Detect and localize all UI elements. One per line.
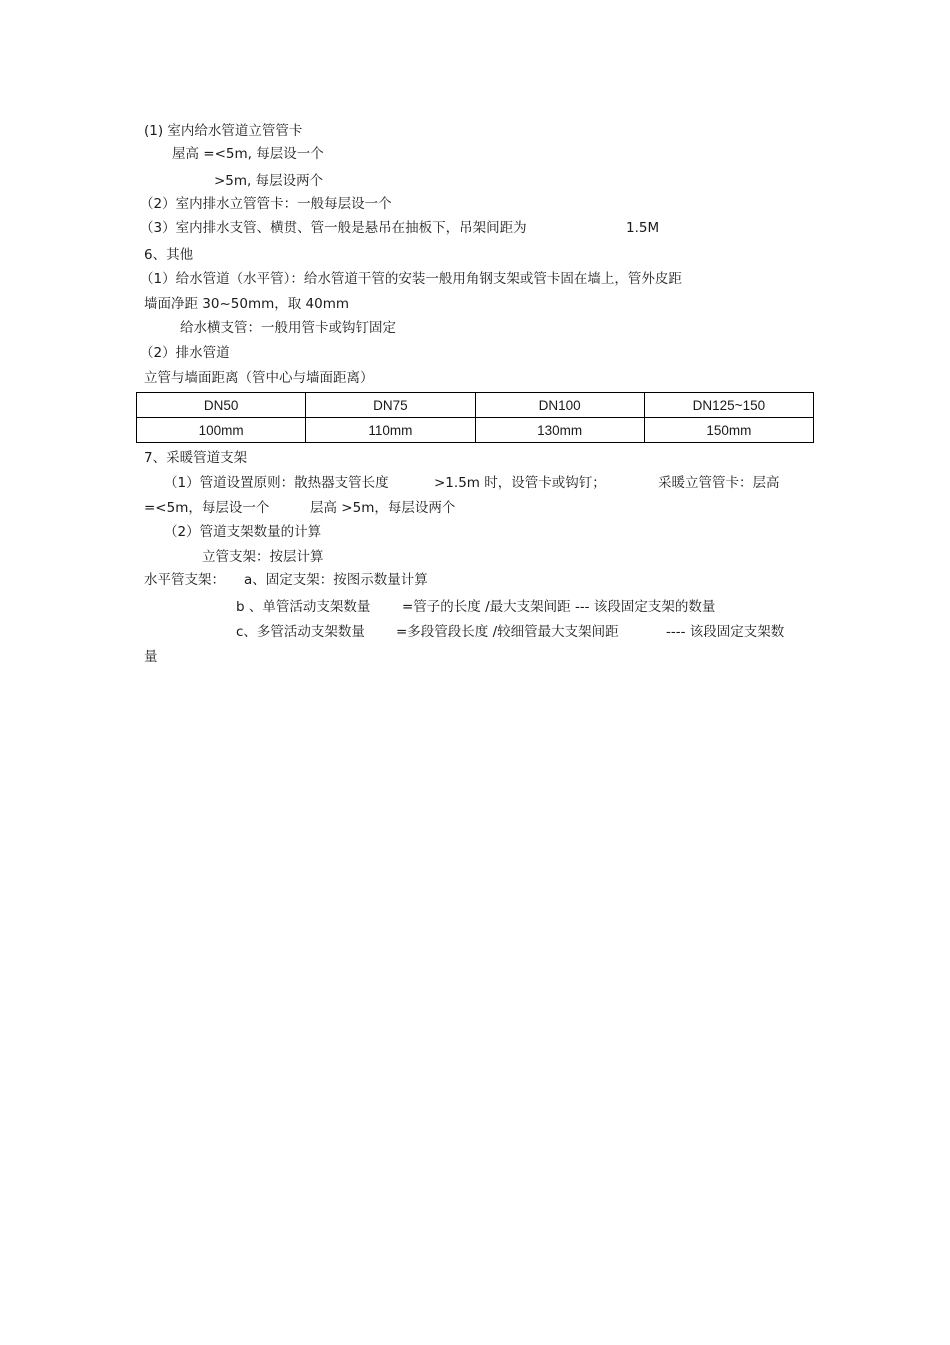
- text-line: =管子的长度 /最大支架间距 --- 该段固定支架的数量: [402, 599, 716, 615]
- text-line: （1）管道设置原则：散热器支管长度: [164, 475, 389, 491]
- text-line: ---- 该段固定支架数: [666, 624, 785, 640]
- table-row: [137, 418, 814, 443]
- text-line: （1）给水管道（水平管）：给水管道干管的安装一般用角钢支架或管卡固在墙上，管外皮距: [140, 271, 682, 287]
- text-line: b 、单管活动支架数量: [236, 599, 371, 615]
- text-line: 采暖立管管卡：层高: [658, 475, 780, 491]
- section-heading: 7、采暖管道支架: [144, 450, 248, 466]
- table-cell: 150mm: [644, 418, 813, 443]
- text-line: (1) 室内给水管道立管管卡: [144, 123, 303, 139]
- text-line: =<5m，每层设一个: [144, 500, 270, 516]
- text-line: 层高 >5m，每层设两个: [310, 500, 456, 516]
- text-line: a、固定支架：按图示数量计算: [244, 572, 428, 588]
- table-cell: DN100: [475, 393, 644, 418]
- text-line: （2）室内排水立管管卡：一般每层设一个: [140, 196, 392, 212]
- text-line: 立管与墙面距离（管中心与墙面距离）: [144, 370, 374, 386]
- wall-distance-table: [136, 392, 814, 443]
- section-heading: 6、其他: [144, 247, 194, 263]
- text-line: （2）排水管道: [140, 345, 230, 361]
- text-line: 量: [144, 649, 158, 665]
- text-line: （3）室内排水支管、横贯、管一般是悬吊在抽板下，吊架间距为: [140, 220, 527, 236]
- text-line: c、多管活动支架数量: [236, 624, 365, 640]
- text-line: 给水横支管：一般用管卡或钩钉固定: [180, 320, 396, 336]
- text-line: 水平管支架：: [144, 572, 225, 588]
- table-cell: DN125~150: [644, 393, 813, 418]
- table-cell: DN75: [306, 393, 475, 418]
- table-cell: 110mm: [306, 418, 475, 443]
- text-line: （2）管道支架数量的计算: [164, 524, 322, 540]
- text-line: 屋高 =<5m, 每层设一个: [172, 146, 324, 162]
- text-line: 立管支架：按层计算: [202, 549, 324, 565]
- table-row: [137, 393, 814, 418]
- table-cell: 100mm: [137, 418, 306, 443]
- table-cell: 130mm: [475, 418, 644, 443]
- text-line: >5m, 每层设两个: [214, 173, 324, 189]
- text-line: 1.5M: [626, 220, 660, 236]
- text-line: >1.5m 时，设管卡或钩钉；: [434, 475, 606, 491]
- table-cell: DN50: [137, 393, 306, 418]
- text-line: 墙面净距 30~50mm，取 40mm: [144, 296, 350, 312]
- text-line: =多段管段长度 /较细管最大支架间距: [396, 624, 619, 640]
